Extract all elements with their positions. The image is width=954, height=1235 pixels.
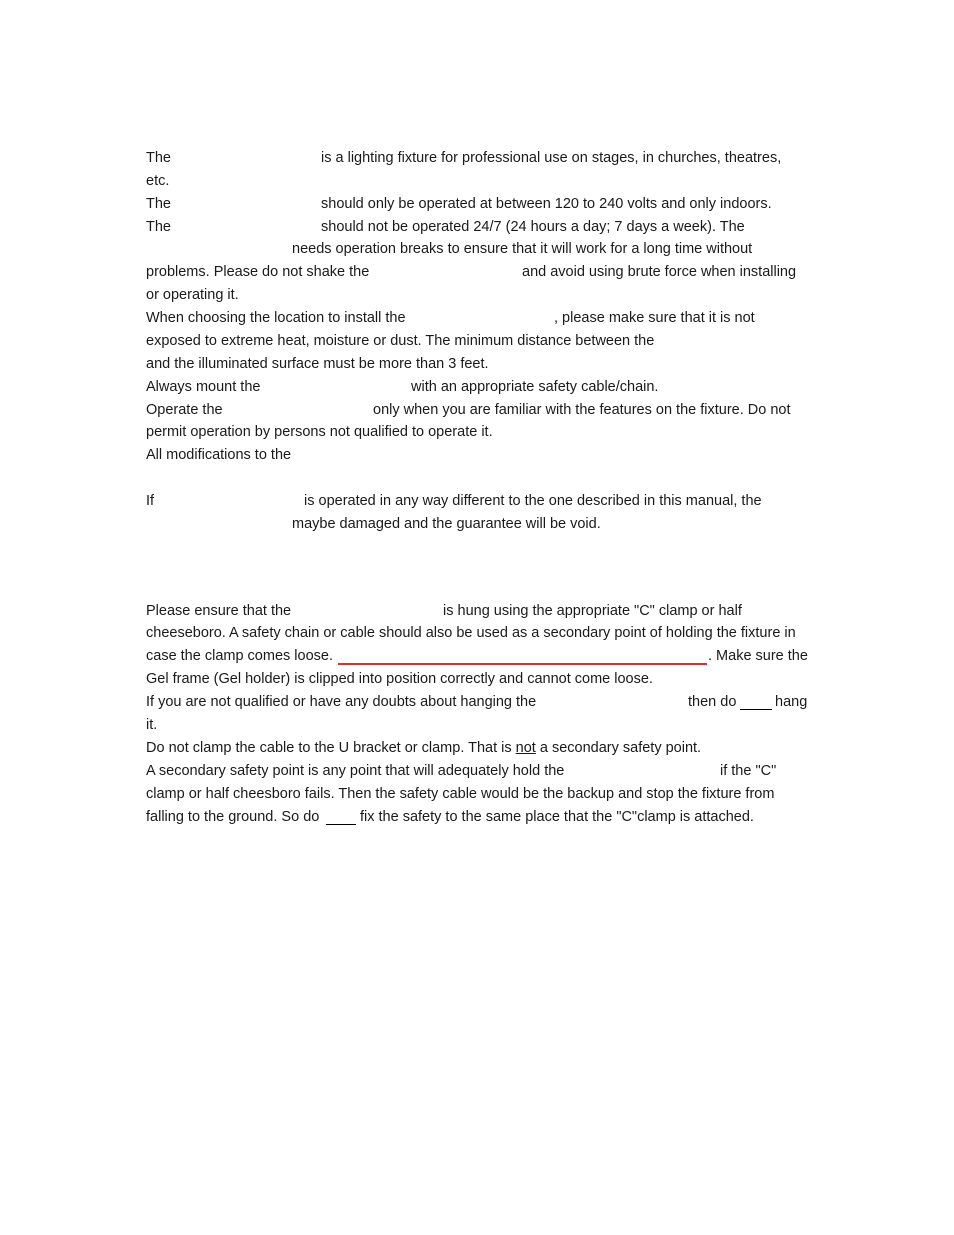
text-fragment: with an appropriate safety cable/chain. bbox=[411, 379, 659, 395]
text-fragment: falling to the ground. So do bbox=[146, 809, 320, 825]
text-line: it. bbox=[146, 717, 158, 733]
text-fragment: if the "C" bbox=[720, 763, 777, 779]
text-fragment: When choosing the location to install the bbox=[146, 310, 406, 326]
text-line bbox=[146, 624, 808, 642]
text-fragment: should not be operated 24/7 (24 hours a day; 7 days a week). The bbox=[321, 219, 745, 235]
text-fragment: The bbox=[146, 196, 171, 212]
text-line: clamp or half cheesboro fails. Then the safety cable would be the backup and stop the fixture from bbox=[146, 786, 775, 802]
text-fragment: cheeseboro. A safety chain or cable should also be used as a secondary point of holding the fixture in bbox=[146, 625, 796, 641]
text-line: All modifications to the bbox=[146, 447, 292, 463]
text-line: permit operation by persons not qualified to operate it. bbox=[146, 424, 493, 440]
text-fragment: is a lighting fixture for professional use on stages, in churches, theatres, bbox=[321, 150, 782, 166]
text-fragment: only when you are familiar with the features on the fixture. Do not bbox=[373, 402, 791, 418]
text-line: or operating it. bbox=[146, 287, 239, 303]
text-fragment: Always mount the bbox=[146, 379, 261, 395]
text-fragment: case the clamp comes loose. bbox=[146, 648, 333, 664]
text-fragment: is hung using the appropriate "C" clamp or half bbox=[443, 603, 742, 619]
blank-line bbox=[740, 708, 772, 710]
text-fragment: and avoid using brute force when installing bbox=[522, 264, 797, 280]
text-line: etc. bbox=[146, 173, 170, 189]
text-fragment: A secondary safety point is any point that will adequately hold the bbox=[146, 763, 565, 779]
red-underline-mark bbox=[338, 663, 707, 665]
text-line: exposed to extreme heat, moisture or dust. The minimum distance between the bbox=[146, 333, 655, 349]
text-line: and the illuminated surface must be more than 3 feet. bbox=[146, 356, 489, 372]
text-fragment: If you are not qualified or have any doubts about hanging the bbox=[146, 694, 537, 710]
text-fragment: then do bbox=[688, 694, 737, 710]
text-fragment: should only be operated at between 120 to 240 volts and only indoors. bbox=[321, 196, 772, 212]
text-fragment: Operate the bbox=[146, 402, 223, 418]
text-fragment: . Make sure the bbox=[708, 648, 808, 664]
text-fragment: , please make sure that it is not bbox=[554, 310, 755, 326]
underlined-word: not bbox=[515, 740, 536, 756]
blank-line bbox=[326, 823, 356, 825]
text-fragment: a secondary safety point. bbox=[539, 740, 702, 756]
text-fragment: is operated in any way different to the one described in this manual, the bbox=[304, 493, 762, 509]
text-fragment: problems. Please do not shake the bbox=[146, 264, 370, 280]
text-fragment: Please ensure that the bbox=[146, 603, 292, 619]
text-fragment: Do not clamp the cable to the U bracket or clamp. That is bbox=[146, 740, 512, 756]
text-line: Gel frame (Gel holder) is clipped into position correctly and cannot come loose. bbox=[146, 671, 653, 687]
text-fragment: The bbox=[146, 219, 171, 235]
text-fragment: maybe damaged and the guarantee will be void. bbox=[292, 516, 601, 532]
text-fragment: fix the safety to the same place that the "C"clamp is attached. bbox=[360, 809, 754, 825]
text-fragment: needs operation breaks to ensure that it will work for a long time without bbox=[292, 241, 753, 257]
text-fragment: The bbox=[146, 150, 171, 166]
text-line bbox=[146, 739, 701, 757]
text-fragment: If bbox=[146, 493, 155, 509]
text-fragment: hang bbox=[775, 694, 808, 710]
